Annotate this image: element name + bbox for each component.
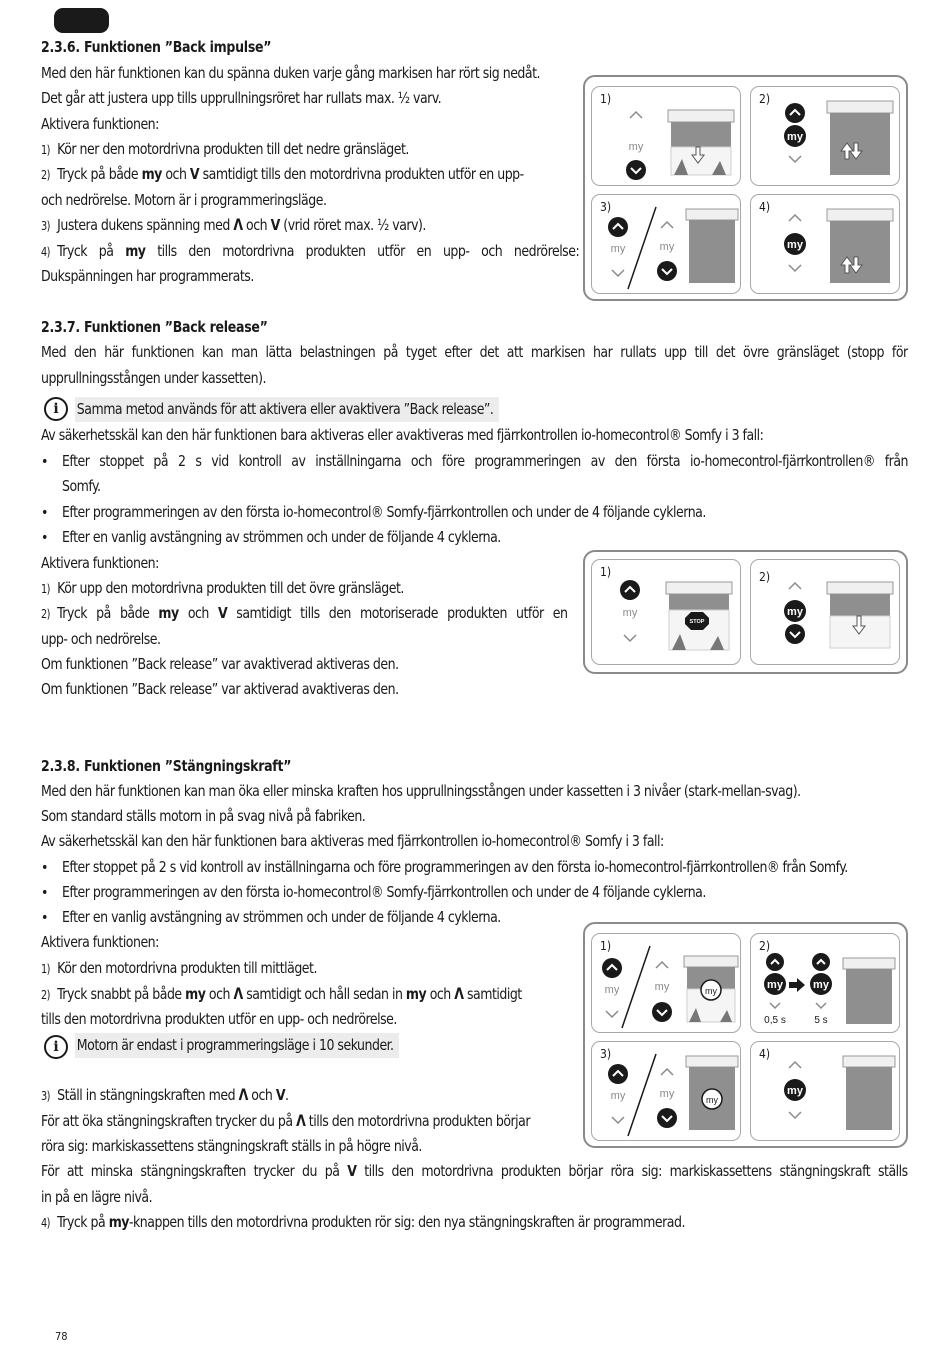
my-button-icon — [764, 973, 786, 995]
separator-slash — [628, 207, 656, 289]
bullet-icon: • — [41, 530, 49, 546]
down-chevron-icon — [789, 1112, 801, 1118]
step-text: Kör upp den motordrivna produkten till det övre gränsläget. — [57, 579, 404, 597]
step-4 — [41, 1210, 685, 1236]
info-note — [75, 1033, 399, 1058]
step-text: och — [247, 1086, 276, 1104]
awning-icon — [843, 958, 895, 1024]
step-4 — [41, 239, 579, 265]
section-heading-2-3-8: 2.3.8. Funktionen ”Stängningskraft” — [41, 757, 292, 775]
step-text: Kör ner den motordrivna produkten till det nedre gränsläget. — [57, 140, 409, 158]
note-text: Samma metod används för att aktivera eller avaktivera ”Back release”. — [75, 397, 499, 422]
key-down: V — [217, 604, 228, 622]
figure-panel-2 — [750, 559, 900, 665]
key-up: Λ — [233, 985, 243, 1003]
panel-illustration — [751, 1042, 901, 1142]
key-my: my — [141, 165, 162, 183]
down-chevron-icon — [789, 265, 801, 271]
paragraph-line: Aktivera funktionen: — [41, 554, 159, 572]
my-button-label: my — [659, 241, 675, 253]
key-up: Λ — [296, 1112, 306, 1130]
paragraph-line: Dukspänningen har programmerats. — [41, 267, 254, 285]
my-button-label: my — [622, 607, 638, 619]
step-text: . — [285, 1086, 289, 1104]
step-text: Tryck på både — [57, 165, 142, 183]
step-number: 2) — [41, 168, 50, 182]
paragraph-line: Med den här funktionen kan man öka eller minska kraften hos upprullningsstången under kassetten i 3 nivåer (stark-mellan-svag). — [41, 782, 801, 800]
svg-text:my: my — [813, 979, 829, 991]
panel-label: 1) — [600, 565, 612, 579]
down-button-icon — [785, 624, 805, 644]
step-text: Tryck på — [57, 242, 126, 260]
figure-panel-4 — [750, 1041, 900, 1141]
page-number: 78 — [55, 1330, 68, 1343]
paragraph-line: Med den här funktionen kan du spänna duken varje gång markisen har rört sig nedåt. — [41, 64, 541, 82]
step-text: samtidigt och håll sedan in — [242, 985, 406, 1003]
paragraph-line: tills den motordrivna produkten utför en upp- och nedrörelse. — [41, 1010, 397, 1028]
key-down: V — [275, 1086, 286, 1104]
info-note — [75, 397, 499, 422]
step-text: Justera dukens spänning med — [57, 216, 234, 234]
up-button-icon — [608, 217, 628, 237]
bullet-icon: • — [41, 885, 49, 901]
up-chevron-icon — [789, 215, 801, 221]
step-3 — [41, 1083, 289, 1109]
down-button-icon — [652, 1002, 672, 1022]
duration-label: 0,5 s — [764, 1015, 786, 1026]
svg-text:my: my — [705, 986, 717, 996]
text: För att minska stängningskraften trycker du på — [41, 1162, 348, 1180]
svg-text:my: my — [787, 131, 803, 143]
panel-illustration — [592, 1042, 742, 1142]
figure-panel-2 — [750, 86, 900, 186]
down-button-icon — [626, 160, 646, 180]
step-number: 1) — [41, 143, 50, 157]
my-button-icon — [784, 1079, 806, 1101]
step-text: samtidigt — [463, 985, 522, 1003]
figure-panel-3 — [591, 194, 741, 294]
step-text: och — [426, 985, 455, 1003]
down-chevron-icon — [789, 156, 801, 162]
up-chevron-icon — [789, 583, 801, 589]
paragraph-line: Av säkerhetsskäl kan den här funktionen bara aktiveras med fjärrkontrollen io-homecontrol® Somfy i 3 fall: — [41, 832, 664, 850]
down-button-icon — [657, 261, 677, 281]
bullet-item: Efter stoppet på 2 s vid kontroll av inställningarna och före programmeringen av den första io-homecontrol-fjärrkontrollen® från — [62, 452, 908, 470]
panel-label: 2) — [759, 570, 771, 584]
arrow-right-icon — [789, 978, 805, 992]
down-button-icon — [657, 1108, 677, 1128]
step-text: Ställ in stängningskraften med — [57, 1086, 239, 1104]
down-chevron-icon — [606, 1011, 618, 1017]
step-number: 1) — [41, 962, 50, 976]
step-text: (vrid röret max. ½ varv). — [279, 216, 426, 234]
key-up: Λ — [454, 985, 464, 1003]
paragraph-line: Med den här funktionen kan man lätta belastningen på tyget efter det att markisen har rullats upp till det övre gränsläget (stopp för — [41, 343, 908, 361]
my-button-label: my — [628, 141, 644, 153]
paragraph-line — [41, 1109, 530, 1134]
step-text: samtidigt tills den motoriserade produkten utför en — [227, 604, 568, 622]
step-text: Tryck snabbt på både — [57, 985, 186, 1003]
duration-label: 5 s — [814, 1015, 828, 1026]
key-my: my — [125, 242, 146, 260]
up-button-icon — [608, 1064, 628, 1084]
paragraph-line: röra sig: markiskassettens stängningskraft ställs in på högre nivå. — [41, 1137, 422, 1155]
text: tills den motordrivna produkten börjar röra sig: markiskassettens stängningskraft ställs — [356, 1162, 908, 1180]
figure-panel-3 — [591, 1041, 741, 1141]
bullet-icon: • — [41, 860, 49, 876]
up-button-icon — [602, 958, 622, 978]
figure-panel-2 — [750, 933, 900, 1033]
paragraph-line: in på en lägre nivå. — [41, 1188, 153, 1206]
step-number: 3) — [41, 1089, 50, 1103]
key-down: V — [347, 1162, 357, 1180]
panel-label: 3) — [600, 200, 612, 214]
down-chevron-icon — [624, 635, 636, 641]
figure-panel-4 — [750, 194, 900, 294]
my-button-label: my — [610, 243, 626, 255]
bullet-item: Efter stoppet på 2 s vid kontroll av inställningarna och före programmeringen av den första io-homecontrol-fjärrkontrollen® från Somfy. — [62, 858, 848, 876]
down-chevron-icon — [612, 1117, 624, 1123]
my-button-label: my — [659, 1088, 675, 1100]
panel-label: 2) — [759, 939, 771, 953]
text: tills den motordrivna produkten börjar — [305, 1112, 531, 1130]
step-3 — [41, 213, 426, 239]
svg-text:my: my — [787, 606, 803, 618]
separator-slash — [628, 1054, 656, 1136]
up-button-icon — [785, 103, 805, 123]
figure-back-release — [583, 550, 908, 674]
down-chevron-icon — [770, 1003, 780, 1008]
text: För att öka stängningskraften trycker du på — [41, 1112, 297, 1130]
my-button-label: my — [610, 1090, 626, 1102]
key-my: my — [158, 604, 179, 622]
my-button-label: my — [654, 981, 670, 993]
section-heading-2-3-7: 2.3.7. Funktionen ”Back release” — [41, 318, 268, 336]
panel-illustration — [751, 87, 901, 187]
panel-illustration — [592, 560, 742, 666]
key-up: Λ — [233, 216, 243, 234]
figure-panel-1 — [591, 86, 741, 186]
bullet-item: Efter programmeringen av den första io-homecontrol® Somfy-fjärrkontrollen och under de 4 följande cyklerna. — [62, 503, 706, 521]
panel-illustration — [751, 195, 901, 295]
panel-label: 1) — [600, 939, 612, 953]
step-text: och — [161, 165, 190, 183]
bullet-item: Efter en vanlig avstängning av strömmen och under de följande 4 cyklerna. — [62, 908, 501, 926]
key-down: V — [189, 165, 200, 183]
up-chevron-icon — [789, 1062, 801, 1068]
info-icon: i — [44, 397, 68, 421]
step-2 — [41, 982, 522, 1008]
paragraph-line: Det går att justera upp tills upprullningsröret har rullats max. ½ varv. — [41, 89, 442, 107]
chapter-tab — [54, 8, 109, 33]
down-chevron-icon — [612, 270, 624, 276]
paragraph-line: upp- och nedrörelse. — [41, 630, 161, 648]
paragraph-line: Om funktionen ”Back release” var aktiverad avaktiveras den. — [41, 680, 399, 698]
up-button-icon — [766, 953, 784, 971]
step-number: 4) — [41, 1216, 50, 1230]
step-1 — [41, 137, 409, 163]
key-up: Λ — [238, 1086, 248, 1104]
step-text: samtidigt tills den motordrivna produkten utför en upp- — [199, 165, 524, 183]
panel-illustration — [751, 560, 901, 666]
key-down: V — [270, 216, 280, 234]
step-text: och — [205, 985, 234, 1003]
my-button-icon — [702, 1089, 722, 1109]
panel-label: 1) — [600, 92, 612, 106]
svg-text:my: my — [787, 1085, 803, 1097]
step-2 — [41, 601, 568, 627]
my-button-icon — [784, 233, 806, 255]
bullet-icon: • — [41, 505, 49, 521]
paragraph-line: Om funktionen ”Back release” var avaktiverad aktiveras den. — [41, 655, 399, 673]
awning-icon — [843, 1056, 895, 1130]
down-chevron-icon — [816, 1003, 826, 1008]
up-chevron-icon — [656, 962, 668, 968]
panel-label: 3) — [600, 1047, 612, 1061]
awning-icon — [668, 110, 734, 175]
panel-illustration — [592, 195, 742, 295]
note-text: Motorn är endast i programmeringsläge i 10 sekunder. — [75, 1033, 399, 1058]
up-chevron-icon — [630, 112, 642, 118]
key-my: my — [185, 985, 206, 1003]
bullet-item: Efter en vanlig avstängning av strömmen och under de följande 4 cyklerna. — [62, 528, 501, 546]
paragraph-line: och nedrörelse. Motorn är i programmeringsläge. — [41, 191, 327, 209]
step-number: 2) — [41, 607, 50, 621]
my-button-icon — [784, 600, 806, 622]
step-number: 4) — [41, 245, 50, 259]
step-text: Tryck på — [57, 1213, 109, 1231]
panel-illustration — [592, 934, 742, 1034]
awning-icon — [827, 101, 893, 175]
panel-label: 4) — [759, 1047, 771, 1061]
svg-text:my: my — [767, 979, 783, 991]
step-text: tills den motordrivna produkten utför en upp- och nedrörelse: — [145, 242, 580, 260]
panel-label: 4) — [759, 200, 771, 214]
svg-text:my: my — [706, 1095, 718, 1105]
my-button-icon — [701, 980, 721, 1000]
up-button-icon — [620, 580, 640, 600]
paragraph-line: Aktivera funktionen: — [41, 115, 159, 133]
section-heading-2-3-6: 2.3.6. Funktionen ”Back impulse” — [41, 38, 272, 56]
up-chevron-icon — [661, 1069, 673, 1075]
my-button-label: my — [604, 984, 620, 996]
step-1 — [41, 576, 404, 602]
step-text: -knappen tills den motordrivna produkten rör sig: den nya stängningskraften är programmerad. — [129, 1213, 685, 1231]
step-number: 3) — [41, 219, 50, 233]
panel-illustration — [751, 934, 901, 1034]
figure-back-impulse — [583, 75, 908, 301]
step-text: och — [242, 216, 271, 234]
bullet-icon: • — [41, 454, 49, 470]
up-chevron-icon — [661, 222, 673, 228]
stop-icon — [685, 612, 709, 630]
figure-panel-1 — [591, 559, 741, 665]
awning-icon — [827, 582, 893, 648]
paragraph-line: upprullningsstången under kassetten). — [41, 369, 266, 387]
info-icon: i — [44, 1035, 68, 1059]
bullet-icon: • — [41, 910, 49, 926]
svg-text:STOP: STOP — [689, 619, 705, 625]
paragraph-line — [41, 1159, 908, 1184]
paragraph-line: Av säkerhetsskäl kan den här funktionen bara aktiveras eller avaktiveras med fjärrkontrollen io-homecontrol® Somfy i 3 fall: — [41, 426, 764, 444]
my-button-icon — [810, 973, 832, 995]
svg-text:my: my — [787, 239, 803, 251]
key-my: my — [108, 1213, 130, 1231]
bullet-item: Efter programmeringen av den första io-homecontrol® Somfy-fjärrkontrollen och under de 4 följande cyklerna. — [62, 883, 706, 901]
step-2 — [41, 162, 524, 188]
paragraph-line: Som standard ställs motorn in på svag nivå på fabriken. — [41, 807, 366, 825]
key-my: my — [405, 985, 427, 1003]
paragraph-line: Aktivera funktionen: — [41, 933, 159, 951]
awning-icon — [827, 209, 893, 283]
my-button-icon — [784, 125, 806, 147]
step-text: och — [178, 604, 218, 622]
step-1 — [41, 956, 317, 982]
panel-label: 2) — [759, 92, 771, 106]
figure-panel-1 — [591, 933, 741, 1033]
awning-icon — [686, 209, 738, 283]
step-text: Tryck på både — [57, 604, 159, 622]
bullet-item-continued: Somfy. — [62, 477, 101, 495]
separator-slash — [622, 946, 650, 1028]
figure-closing-force — [583, 922, 908, 1148]
up-button-icon — [812, 953, 830, 971]
step-number: 1) — [41, 582, 50, 596]
step-number: 2) — [41, 988, 50, 1002]
step-text: Kör den motordrivna produkten till mittläget. — [57, 959, 317, 977]
panel-illustration — [592, 87, 742, 187]
